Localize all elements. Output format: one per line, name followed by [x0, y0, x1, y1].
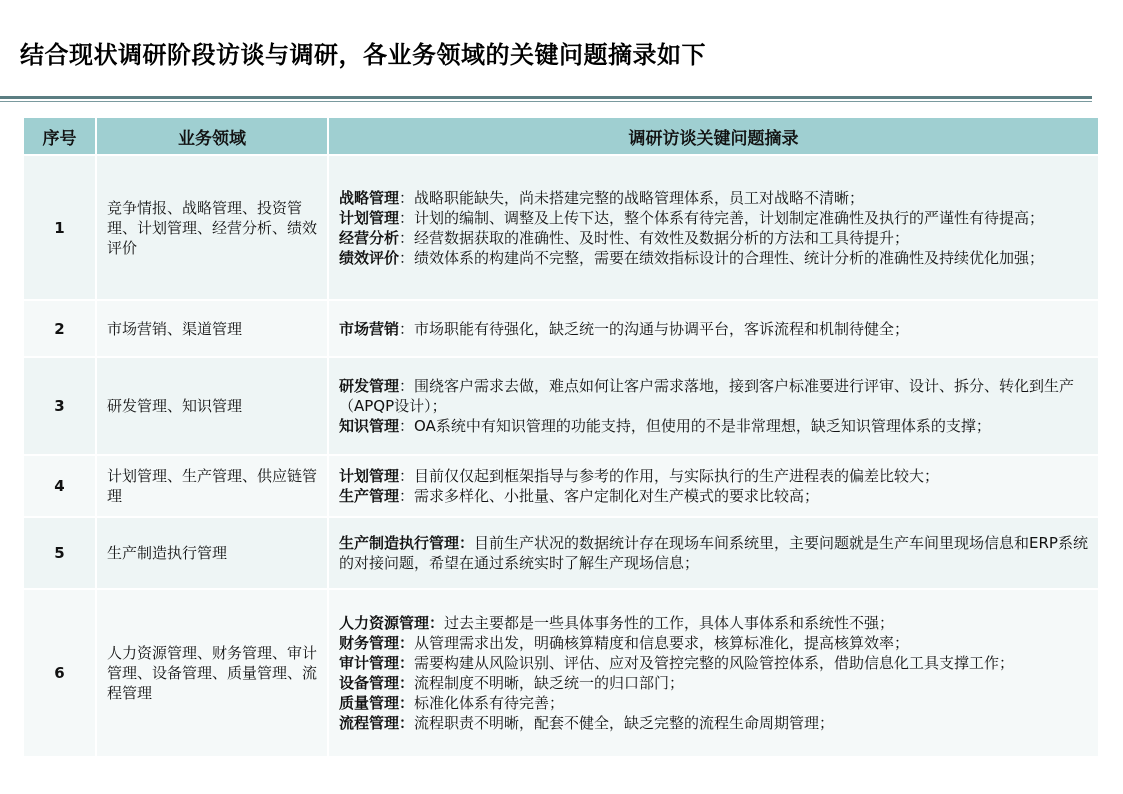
- issue-item: [339, 713, 1092, 733]
- row-issues: [328, 455, 1098, 517]
- issue-item: [339, 188, 1092, 208]
- issue-item: [339, 633, 1092, 653]
- issue-item: [339, 486, 1092, 506]
- row-domain: 计划管理、生产管理、供应链管理: [96, 455, 328, 517]
- row-domain: 市场营销、渠道管理: [96, 300, 328, 357]
- issue-item: [339, 416, 1092, 436]
- issue-heading: 研发管理: [339, 377, 400, 395]
- issue-item: [339, 673, 1092, 693]
- issue-text: 流程职责不明晰，配套不健全，缺乏完整的流程生命周期管理；: [414, 714, 835, 732]
- issue-item: [339, 319, 1092, 339]
- issue-text: ：围绕客户需求去做，难点如何让客户需求落地，接到客户标准要进行评审、设计、拆分、转化到生产（APQP设计）；: [339, 377, 1075, 415]
- row-index: 5: [24, 517, 96, 589]
- issue-text: 目前生产状况的数据统计存在现场车间系统里，主要问题就是生产车间里现场信息和ERP系统的对接问题，希望在通过系统实时了解生产现场信息；: [339, 534, 1088, 572]
- table-row: [24, 357, 1098, 455]
- page-title: 结合现状调研阶段访谈与调研，各业务领域的关键问题摘录如下: [20, 41, 706, 69]
- row-domain: 研发管理、知识管理: [96, 357, 328, 455]
- table-row: [24, 155, 1098, 300]
- issue-text: ：市场职能有待强化，缺乏统一的沟通与协调平台，客诉流程和机制待健全；: [399, 319, 910, 338]
- row-index: 2: [24, 300, 96, 357]
- row-domain: 竞争情报、战略管理、投资管理、计划管理、经营分析、绩效评价: [96, 155, 328, 300]
- row-issues: [328, 155, 1098, 300]
- issue-heading: 审计管理：: [339, 654, 415, 672]
- issue-item: [339, 693, 1092, 713]
- row-index: 3: [24, 357, 96, 455]
- issue-heading: 流程管理：: [339, 714, 415, 732]
- issue-text: 流程制度不明晰，缺乏统一的归口部门；: [414, 674, 685, 692]
- issue-item: [339, 208, 1092, 228]
- table-row: [24, 517, 1098, 589]
- issue-heading: 计划管理: [339, 208, 400, 227]
- issue-text: ：需求多样化、小批量、客户定制化对生产模式的要求比较高；: [399, 487, 820, 505]
- table-header-row: [24, 118, 1098, 155]
- row-domain: 人力资源管理、财务管理、审计管理、设备管理、质量管理、流程管理: [96, 589, 328, 757]
- table-row: [24, 455, 1098, 517]
- title-divider: [0, 96, 1092, 99]
- issue-item: [339, 228, 1092, 248]
- issue-text: ：经营数据获取的准确性、及时性、有效性及数据分析的方法和工具待提升；: [399, 228, 910, 247]
- issue-text: 过去主要都是一些具体事务性的工作，具体人事体系和系统性不强；: [444, 614, 895, 632]
- issue-item: [339, 466, 1092, 486]
- issue-heading: 生产管理: [339, 487, 400, 505]
- issue-heading: 知识管理: [339, 417, 400, 435]
- issue-heading: 战略管理: [339, 188, 400, 207]
- issue-text: ：OA系统中有知识管理的功能支持，但使用的不是非常理想，缺乏知识管理体系的支撑；: [399, 417, 991, 435]
- issue-item: [339, 653, 1092, 673]
- row-issues: [328, 357, 1098, 455]
- issue-text: 从管理需求出发，明确核算精度和信息要求，核算标准化，提高核算效率；: [414, 634, 910, 652]
- issue-text: ：绩效体系的构建尚不完整，需要在绩效指标设计的合理性、统计分析的准确性及持续优化加强；: [399, 248, 1045, 267]
- header-domain: 业务领域: [96, 118, 328, 155]
- header-index: 序号: [24, 118, 96, 155]
- issue-heading: 人力资源管理：: [339, 614, 445, 632]
- table-row: [24, 589, 1098, 757]
- issue-text: 需要构建从风险识别、评估、应对及管控完整的风险管控体系，借助信息化工具支撑工作；: [414, 654, 1015, 672]
- issue-text: 标准化体系有待完善；: [414, 694, 565, 712]
- table-row: [24, 300, 1098, 357]
- row-issues: [328, 300, 1098, 357]
- issues-table: [24, 118, 1098, 758]
- row-index: 6: [24, 589, 96, 757]
- issue-heading: 市场营销: [339, 319, 400, 338]
- issue-heading: 绩效评价: [339, 248, 400, 267]
- issue-item: [339, 248, 1092, 268]
- issue-text: ：目前仅仅起到框架指导与参考的作用，与实际执行的生产进程表的偏差比较大；: [399, 467, 940, 485]
- row-index: 1: [24, 155, 96, 300]
- issue-heading: 生产制造执行管理：: [339, 534, 475, 552]
- issue-heading: 财务管理：: [339, 634, 415, 652]
- row-index: 4: [24, 455, 96, 517]
- issue-item: [339, 376, 1092, 416]
- row-issues: [328, 517, 1098, 589]
- header-issues: 调研访谈关键问题摘录: [328, 118, 1098, 155]
- row-issues: [328, 589, 1098, 757]
- row-domain: 生产制造执行管理: [96, 517, 328, 589]
- issue-heading: 经营分析: [339, 228, 400, 247]
- issue-heading: 设备管理：: [339, 674, 415, 692]
- issue-heading: 计划管理: [339, 467, 400, 485]
- issue-text: ：战略职能缺失，尚未搭建完整的战略管理体系，员工对战略不清晰；: [399, 188, 865, 207]
- title-divider-thin: [0, 101, 1092, 102]
- issue-item: [339, 613, 1092, 633]
- issue-heading: 质量管理：: [339, 694, 415, 712]
- issue-item: [339, 533, 1092, 573]
- issue-text: ：计划的编制、调整及上传下达，整个体系有待完善，计划制定准确性及执行的严谨性有待提高；: [399, 208, 1045, 227]
